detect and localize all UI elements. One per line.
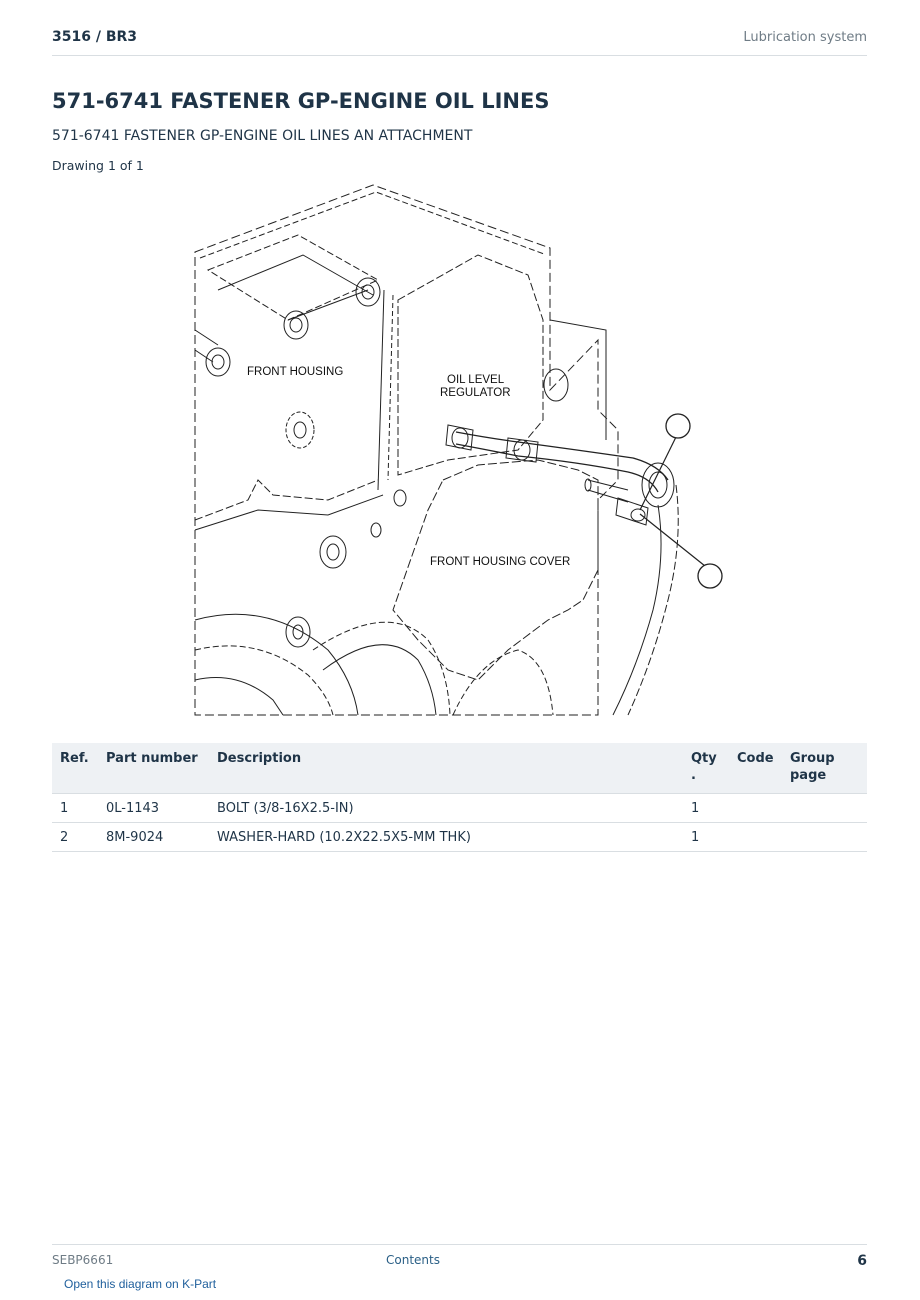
label-oil-level-line1: OIL LEVEL <box>447 374 505 386</box>
page-number: 6 <box>857 1253 867 1269</box>
cell-code <box>729 823 782 852</box>
cell-ref: 2 <box>52 823 98 852</box>
col-header-qty: Qty . <box>683 743 729 794</box>
cell-part-number: 8M-9024 <box>98 823 209 852</box>
cell-code <box>729 794 782 823</box>
section-name: Lubrication system <box>743 30 867 45</box>
breadcrumb: 3516 / BR3 <box>52 29 138 45</box>
page-title: 571-6741 FASTENER GP-ENGINE OIL LINES <box>52 89 550 113</box>
col-header-code: Code <box>729 743 782 794</box>
parts-table <box>52 743 867 852</box>
table-row <box>52 794 867 823</box>
contents-link[interactable]: Contents <box>386 1253 440 1267</box>
cell-group-page <box>782 794 867 823</box>
cell-description: WASHER-HARD (10.2X22.5X5-MM THK) <box>209 823 683 852</box>
col-header-group-page: Group page <box>782 743 867 794</box>
page-subtitle: 571-6741 FASTENER GP-ENGINE OIL LINES AN ATTACHMENT <box>52 128 473 144</box>
label-front-housing: FRONT HOUSING <box>247 366 344 378</box>
cell-ref: 1 <box>52 794 98 823</box>
drawing-count: Drawing 1 of 1 <box>52 158 144 173</box>
cell-qty: 1 <box>683 794 729 823</box>
header-divider <box>52 55 867 56</box>
table-row <box>52 823 867 852</box>
cell-group-page <box>782 823 867 852</box>
col-header-description: Description <box>209 743 683 794</box>
open-kpart-link[interactable]: Open this diagram on K-Part <box>64 1277 217 1291</box>
col-header-ref: Ref. <box>52 743 98 794</box>
cell-part-number: 0L-1143 <box>98 794 209 823</box>
cell-description: BOLT (3/8-16X2.5-IN) <box>209 794 683 823</box>
col-header-part-number: Part number <box>98 743 209 794</box>
document-id: SEBP6661 <box>52 1253 114 1267</box>
table-header-row <box>52 743 867 794</box>
parts-diagram <box>188 180 728 720</box>
label-front-housing-cover: FRONT HOUSING COVER <box>430 556 571 568</box>
cell-qty: 1 <box>683 823 729 852</box>
label-oil-level-line2: REGULATOR <box>440 387 511 399</box>
footer-divider <box>52 1244 867 1245</box>
